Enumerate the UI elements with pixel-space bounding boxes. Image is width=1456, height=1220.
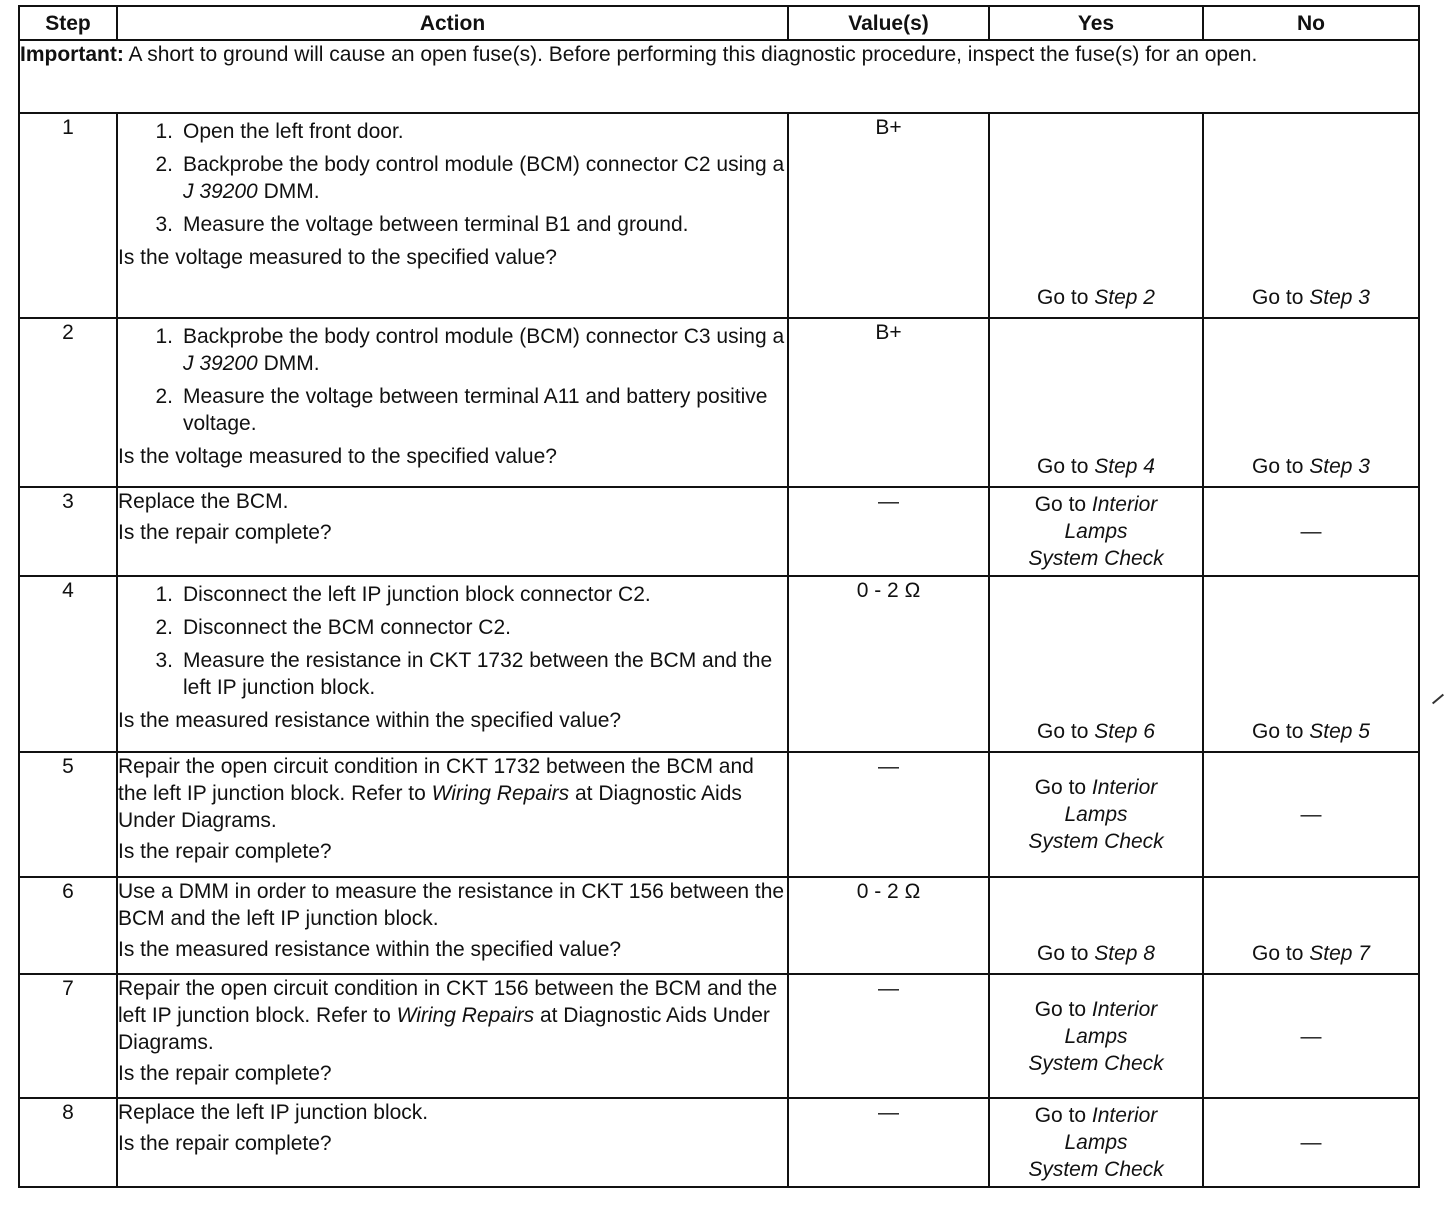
action-step-number: 2. bbox=[155, 616, 173, 639]
important-label: Important: bbox=[20, 43, 124, 66]
action-question: Is the repair complete? bbox=[118, 1132, 332, 1155]
yes-cell bbox=[989, 113, 1203, 318]
action-question: Is the repair complete? bbox=[118, 521, 332, 544]
action-text: Repair the open circuit condition in CKT 1732 between the BCM and the left IP junction block. Refer to Wiring Repairs at Diagnostic Aids Under Diagrams. bbox=[118, 755, 754, 832]
yes-instruction: Go to Step 8 bbox=[1037, 942, 1155, 965]
action-step-number: 3. bbox=[155, 649, 173, 672]
action-step-item bbox=[118, 647, 787, 701]
important-text: A short to ground will cause an open fuse(s). Before performing this diagnostic procedure, inspect the fuse(s) for an open. bbox=[128, 43, 1258, 66]
action-step-item bbox=[118, 323, 787, 377]
action-step-item bbox=[118, 211, 787, 238]
step-number: 5 bbox=[19, 752, 117, 877]
action-question: Is the measured resistance within the specified value? bbox=[118, 709, 622, 732]
yes-instruction: Go to Step 2 bbox=[1037, 286, 1155, 309]
value-cell: B+ bbox=[788, 113, 989, 318]
step-number: 1 bbox=[19, 113, 117, 318]
action-question: Is the repair complete? bbox=[118, 1062, 332, 1085]
no-cell: — bbox=[1203, 752, 1419, 877]
action-question: Is the voltage measured to the specified value? bbox=[118, 246, 557, 269]
yes-instruction: Go to Step 4 bbox=[1037, 455, 1155, 478]
value-cell: 0 - 2 Ω bbox=[788, 877, 989, 974]
no-cell bbox=[1203, 318, 1419, 487]
step-number: 3 bbox=[19, 487, 117, 576]
header-step: Step bbox=[19, 6, 117, 40]
header-no: No bbox=[1203, 6, 1419, 40]
action-text: Repair the open circuit condition in CKT 156 between the BCM and the left IP junction block. Refer to Wiring Repairs at Diagnostic Aids Under Diagrams. bbox=[118, 977, 778, 1054]
step-number: 4 bbox=[19, 576, 117, 752]
table-row bbox=[19, 1098, 1419, 1187]
header-row bbox=[19, 6, 1419, 40]
header-values: Value(s) bbox=[788, 6, 989, 40]
step-number: 8 bbox=[19, 1098, 117, 1187]
action-step-item bbox=[118, 383, 787, 437]
table-row bbox=[19, 752, 1419, 877]
table-row bbox=[19, 576, 1419, 752]
action-question: Is the repair complete? bbox=[118, 840, 332, 863]
yes-cell bbox=[989, 576, 1203, 752]
yes-cell bbox=[989, 1098, 1203, 1187]
action-cell bbox=[117, 487, 788, 576]
action-steps-list bbox=[118, 323, 787, 437]
value-cell: — bbox=[788, 1098, 989, 1187]
value-cell: 0 - 2 Ω bbox=[788, 576, 989, 752]
yes-instruction: Go to Interior Lamps System Check bbox=[1028, 997, 1164, 1075]
action-step-item bbox=[118, 581, 787, 608]
step-number: 2 bbox=[19, 318, 117, 487]
value-cell: — bbox=[788, 752, 989, 877]
yes-instruction: Go to Step 6 bbox=[1037, 720, 1155, 743]
no-cell bbox=[1203, 113, 1419, 318]
yes-cell bbox=[989, 487, 1203, 576]
action-step-text: Measure the resistance in CKT 1732 between the BCM and the left IP junction block. bbox=[183, 649, 773, 699]
action-step-text: Backprobe the body control module (BCM) connector C3 using a J 39200 DMM. bbox=[183, 325, 785, 375]
action-text: Replace the BCM. bbox=[118, 490, 289, 513]
value-cell: B+ bbox=[788, 318, 989, 487]
yes-instruction: Go to Interior Lamps System Check bbox=[1028, 1104, 1164, 1181]
yes-cell bbox=[989, 877, 1203, 974]
yes-cell bbox=[989, 318, 1203, 487]
header-yes: Yes bbox=[989, 6, 1203, 40]
action-steps-list bbox=[118, 581, 787, 701]
margin-pencil-mark bbox=[1432, 694, 1444, 705]
action-question: Is the measured resistance within the specified value? bbox=[118, 938, 622, 961]
action-step-number: 1. bbox=[155, 583, 173, 606]
no-cell bbox=[1203, 576, 1419, 752]
action-step-number: 1. bbox=[155, 120, 173, 143]
action-cell bbox=[117, 877, 788, 974]
action-step-item bbox=[118, 614, 787, 641]
diagnostic-table bbox=[18, 5, 1420, 1188]
table-row bbox=[19, 974, 1419, 1098]
no-instruction: Go to Step 5 bbox=[1252, 720, 1370, 743]
action-step-number: 3. bbox=[155, 213, 173, 236]
yes-instruction: Go to Interior Lamps System Check bbox=[1028, 493, 1164, 570]
action-cell bbox=[117, 752, 788, 877]
action-steps-list bbox=[118, 118, 787, 238]
no-instruction: Go to Step 7 bbox=[1252, 942, 1370, 965]
action-step-number: 2. bbox=[155, 153, 173, 176]
value-cell: — bbox=[788, 974, 989, 1098]
action-step-number: 1. bbox=[155, 325, 173, 348]
important-row bbox=[19, 40, 1419, 113]
action-step-text: Backprobe the body control module (BCM) connector C2 using a J 39200 DMM. bbox=[183, 153, 785, 203]
action-step-text: Open the left front door. bbox=[183, 120, 404, 143]
table-row bbox=[19, 318, 1419, 487]
step-number: 7 bbox=[19, 974, 117, 1098]
action-cell bbox=[117, 1098, 788, 1187]
step-number: 6 bbox=[19, 877, 117, 974]
yes-cell bbox=[989, 752, 1203, 877]
no-instruction: Go to Step 3 bbox=[1252, 455, 1370, 478]
table-row bbox=[19, 487, 1419, 576]
header-action: Action bbox=[117, 6, 788, 40]
table-row bbox=[19, 113, 1419, 318]
action-text: Replace the left IP junction block. bbox=[118, 1101, 429, 1124]
action-text: Use a DMM in order to measure the resistance in CKT 156 between the BCM and the left IP junction block. bbox=[118, 880, 785, 930]
value-cell: — bbox=[788, 487, 989, 576]
action-cell bbox=[117, 576, 788, 752]
yes-instruction: Go to Interior Lamps System Check bbox=[1028, 776, 1164, 853]
important-note bbox=[19, 40, 1419, 113]
yes-cell bbox=[989, 974, 1203, 1098]
action-cell bbox=[117, 113, 788, 318]
action-cell bbox=[117, 974, 788, 1098]
action-step-text: Measure the voltage between terminal B1 and ground. bbox=[183, 213, 689, 236]
action-step-item bbox=[118, 118, 787, 145]
action-step-text: Measure the voltage between terminal A11 and battery positive voltage. bbox=[183, 385, 768, 435]
action-cell bbox=[117, 318, 788, 487]
no-cell: — bbox=[1203, 487, 1419, 576]
table-row bbox=[19, 877, 1419, 974]
no-instruction: Go to Step 3 bbox=[1252, 286, 1370, 309]
no-cell: — bbox=[1203, 1098, 1419, 1187]
action-step-item bbox=[118, 151, 787, 205]
action-step-text: Disconnect the BCM connector C2. bbox=[183, 616, 511, 639]
no-cell: — bbox=[1203, 974, 1419, 1098]
action-step-number: 2. bbox=[155, 385, 173, 408]
action-question: Is the voltage measured to the specified value? bbox=[118, 445, 557, 468]
action-step-text: Disconnect the left IP junction block connector C2. bbox=[183, 583, 651, 606]
no-cell bbox=[1203, 877, 1419, 974]
